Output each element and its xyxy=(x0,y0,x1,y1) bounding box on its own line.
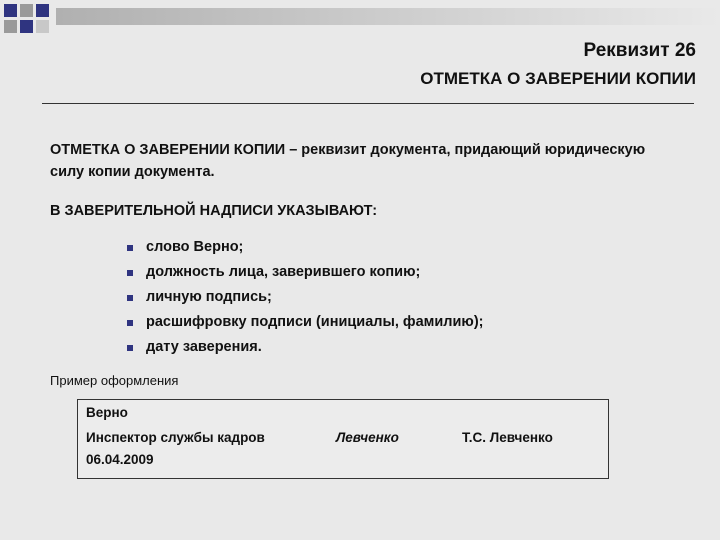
example-signature: Левченко xyxy=(336,430,399,445)
example-date: 06.04.2009 xyxy=(86,452,154,467)
list-item-text: расшифровку подписи (инициалы, фамилию); xyxy=(146,314,484,330)
list-item-text: личную подпись; xyxy=(146,289,272,305)
list-item xyxy=(126,335,483,360)
title-divider xyxy=(42,103,694,104)
square-bullet-icon xyxy=(127,270,133,276)
requirements-list xyxy=(126,235,483,360)
slide-subtitle: ОТМЕТКА О ЗАВЕРЕНИИ КОПИИ xyxy=(420,69,696,88)
square-bullet-icon xyxy=(127,320,133,326)
decorative-header-pattern xyxy=(0,0,720,40)
example-label: Пример оформления xyxy=(50,373,179,388)
example-position: Инспектор службы кадров xyxy=(86,430,265,445)
square-bullet-icon xyxy=(127,345,133,351)
list-item xyxy=(126,260,483,285)
list-item xyxy=(126,285,483,310)
list-item-text: дату заверения. xyxy=(146,339,262,355)
list-heading: В ЗАВЕРИТЕЛЬНОЙ НАДПИСИ УКАЗЫВАЮТ: xyxy=(50,203,378,219)
example-name: Т.С. Левченко xyxy=(462,430,553,445)
square-bullet-icon xyxy=(127,245,133,251)
list-item-text: слово Верно; xyxy=(146,239,244,255)
example-verno: Верно xyxy=(86,405,128,420)
list-item xyxy=(126,235,483,260)
square-bullet-icon xyxy=(127,295,133,301)
list-item xyxy=(126,310,483,335)
slide-title: Реквизит 26 xyxy=(583,40,696,61)
list-item-text: должность лица, заверившего копию; xyxy=(146,264,421,280)
definition-text: ОТМЕТКА О ЗАВЕРЕНИИ КОПИИ – реквизит документа, придающий юридическую силу копии документа. xyxy=(50,142,646,180)
certification-example-box xyxy=(77,399,609,479)
